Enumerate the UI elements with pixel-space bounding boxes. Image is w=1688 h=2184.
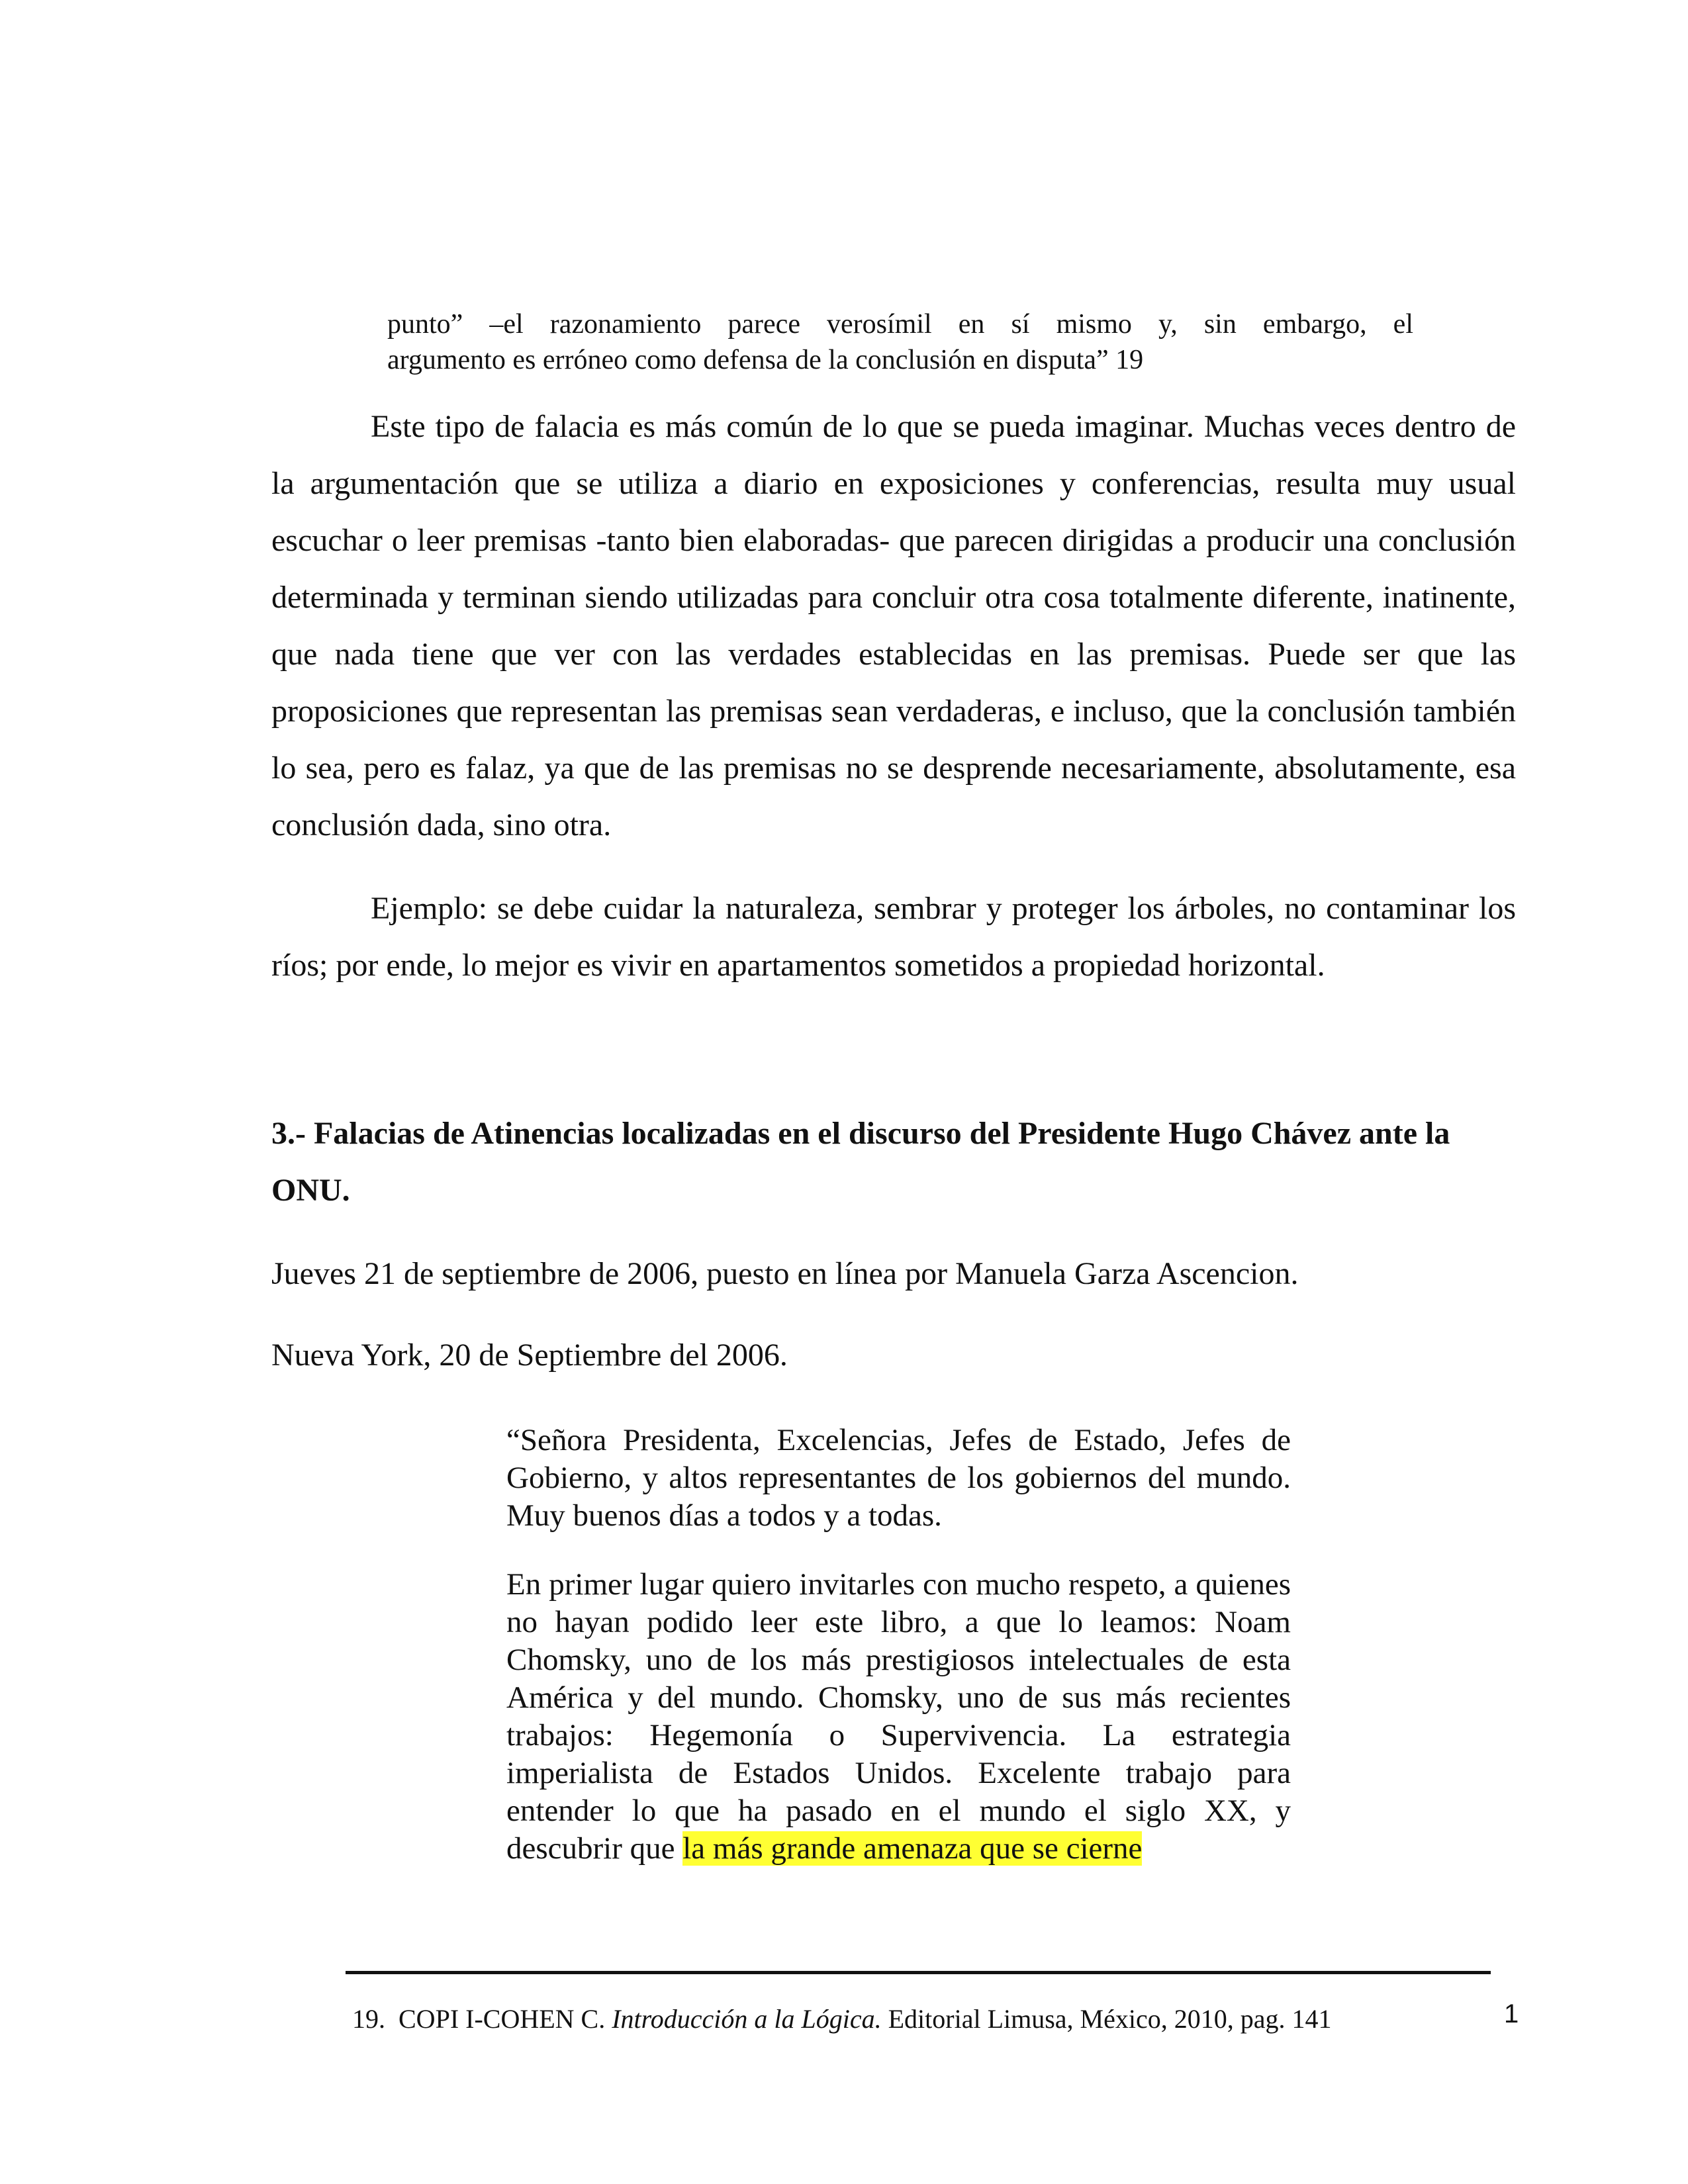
section-heading <box>271 1105 1516 1219</box>
footnote-book-title: Introducción a la Lógica. <box>612 2004 882 2034</box>
speech-text: En primer lugar quiero invitarles con mucho respeto, a quienes no hayan podido leer este libro, a que lo leamos: Noam Chomsky, uno de los más prestigiosos intelectuales de esta América y del mundo. Chomsky, uno de sus más recientes trabajos: Hegemonía o Supervivencia. La estrategia imperialista de Estados Unidos. Excelente trabajo para entender lo que ha pasado en el mundo el siglo XX, y descubrir que <box>506 1567 1291 1866</box>
body-paragraph-example: Ejemplo: se debe cuidar la naturaleza, sembrar y proteger los árboles, no contaminar los ríos; por ende, lo mejor es vivir en apartamentos sometidos a propiedad horizontal. <box>271 891 1516 983</box>
footnote-publisher: Editorial Limusa, México, 2010, pag. 141 <box>888 2004 1332 2034</box>
speech-paragraph-2 <box>506 1566 1291 1868</box>
footnote <box>352 2002 1411 2036</box>
quote-line-1: punto” –el razonamiento parece verosímil en sí mismo y, sin embargo, el <box>387 309 1413 340</box>
dateline: Nueva York, 20 de Septiembre del 2006. <box>271 1338 788 1373</box>
footnote-number: 19. <box>352 2004 385 2034</box>
post-info-line: Jueves 21 de septiembre de 2006, puesto en línea por Manuela Garza Ascencion. <box>271 1256 1299 1291</box>
block-quote-continuation <box>387 306 1413 378</box>
footnote-separator <box>346 1971 1491 1974</box>
speech-paragraph-1: “Señora Presidenta, Excelencias, Jefes de Estado, Jefes de Gobierno, y altos representantes de los gobiernos del mundo. Muy buenos días a todos y a todas. <box>506 1423 1291 1533</box>
quote-line-2: argumento es erróneo como defensa de la conclusión en disputa” 19 <box>387 345 1144 375</box>
page-number: 1 <box>1504 1999 1519 2028</box>
body-paragraph-1: Este tipo de falacia es más común de lo que se pueda imaginar. Muchas veces dentro de la argumentación que se utiliza a diario en exposiciones y conferencias, resulta muy usual escuchar o leer premisas -tanto bien elaboradas- que parecen dirigidas a producir una conclusión determinada y terminan siendo utilizadas para concluir otra cosa totalmente diferente, inatinente, que nada tiene que ver con las verdades establecidas en las premisas. Puede ser que las proposiciones que representan las premisas sean verdaderas, e incluso, que la conclusión también lo sea, pero es falaz, ya que de las premisas no se desprende necesariamente, absolutamente, esa conclusión dada, sino otra. <box>271 409 1516 842</box>
section-number: 3.- <box>271 1116 306 1151</box>
footnote-author: COPI I-COHEN C. <box>399 2004 606 2034</box>
highlighted-text: la más grande amenaza que se cierne <box>682 1831 1143 1866</box>
section-title: Falacias de Atinencias localizadas en el discurso del Presidente Hugo Chávez ante la ONU. <box>271 1116 1450 1208</box>
